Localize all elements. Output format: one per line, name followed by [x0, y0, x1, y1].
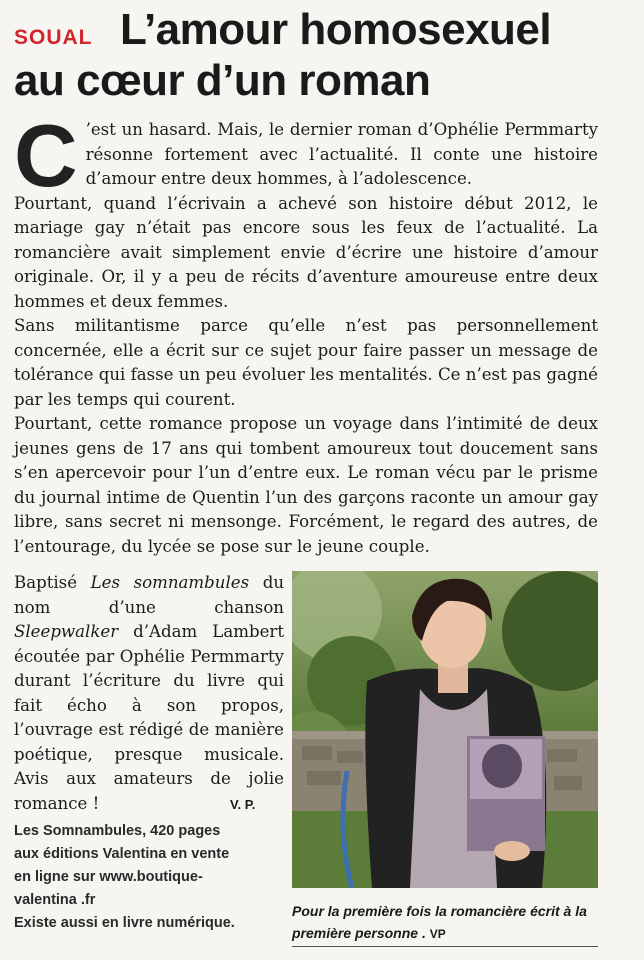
book-info-line-5: Existe aussi en livre numérique.	[14, 915, 235, 931]
article-body	[14, 106, 598, 559]
paragraph-1-text: ’est un hasard. Mais, le dernier roman d’Ophélie Permmarty résonne fortement avec l’actualité. Il conte une histoire d’amour entre deux hommes, à l’adolescence.	[85, 120, 598, 188]
headline-block	[14, 4, 634, 106]
author-signature: V. P.	[230, 797, 256, 812]
p5-text-a: Baptisé	[14, 573, 91, 592]
section-kicker: SOUAL	[14, 26, 93, 49]
headline	[14, 4, 634, 106]
paragraph-1	[14, 106, 598, 205]
song-title: Sleepwalker	[14, 622, 119, 641]
book-info-line-1: Les Somnambules, 420 pages	[14, 823, 221, 839]
photo-credit: VP	[429, 927, 446, 941]
p5-text-c: d’Adam Lambert écoutée par Ophélie Permmarty durant l’écriture du livre qui fait écho à son propos, l’ouvrage est rédigé de manière poétique, presque musicale. Avis aux amateurs de jolie romance !	[14, 622, 284, 813]
paragraph-3: Sans militantisme parce qu’elle n’est pas personnellement concernée, elle a écrit sur ce sujet pour faire passer un message de tolérance qui fasse un peu évoluer les mentalités. Ce n’est pas gagné par les temps qui courent.	[14, 316, 598, 409]
book-info-line-4: valentina .fr	[14, 892, 96, 908]
author-photo	[292, 571, 598, 888]
p5-text-b: du nom d’une chanson	[14, 573, 285, 617]
paragraph-5	[14, 571, 284, 816]
book-info-line-3: en ligne sur www.boutique-	[14, 869, 203, 885]
paragraph-2: Pourtant, quand l’écrivain a achevé son histoire début 2012, le mariage gay n’était pas encore sous les feux de l’actualité. La romancière avait simplement envie d’écrire une histoire d’amour originale. Or, il y a peu de récits d’aventure amoureuse entre deux hommes et deux femmes.	[14, 193, 598, 311]
drop-cap: C	[14, 106, 78, 205]
book-info-line-2: aux éditions Valentina en vente	[14, 846, 230, 862]
caption-text: Pour la première fois la romancière écrit à la première personne .	[292, 903, 587, 941]
headline-line-2: au cœur d’un roman	[14, 56, 431, 105]
book-info	[14, 820, 294, 935]
author-photo-illustration	[292, 571, 598, 888]
paragraph-4: Pourtant, cette romance propose un voyage dans l’intimité de deux jeunes gens de 17 ans qui tombent amoureux tout doucement sans s’en apercevoir pour l’un d’entre eux. Le roman vécu par le prisme du journal intime de Quentin l’un des garçons raconte un amour gay libre, sans secret ni mensonge. Forcément, le regard des autres, de l’entourage, du lycée se pose sur le jeune couple.	[14, 414, 598, 556]
book-title: Les somnambules	[90, 573, 250, 592]
headline-line-1: L’amour homosexuel	[120, 5, 552, 54]
article-body-narrow	[14, 571, 284, 816]
caption-rule	[292, 946, 598, 947]
photo-caption	[292, 900, 598, 945]
